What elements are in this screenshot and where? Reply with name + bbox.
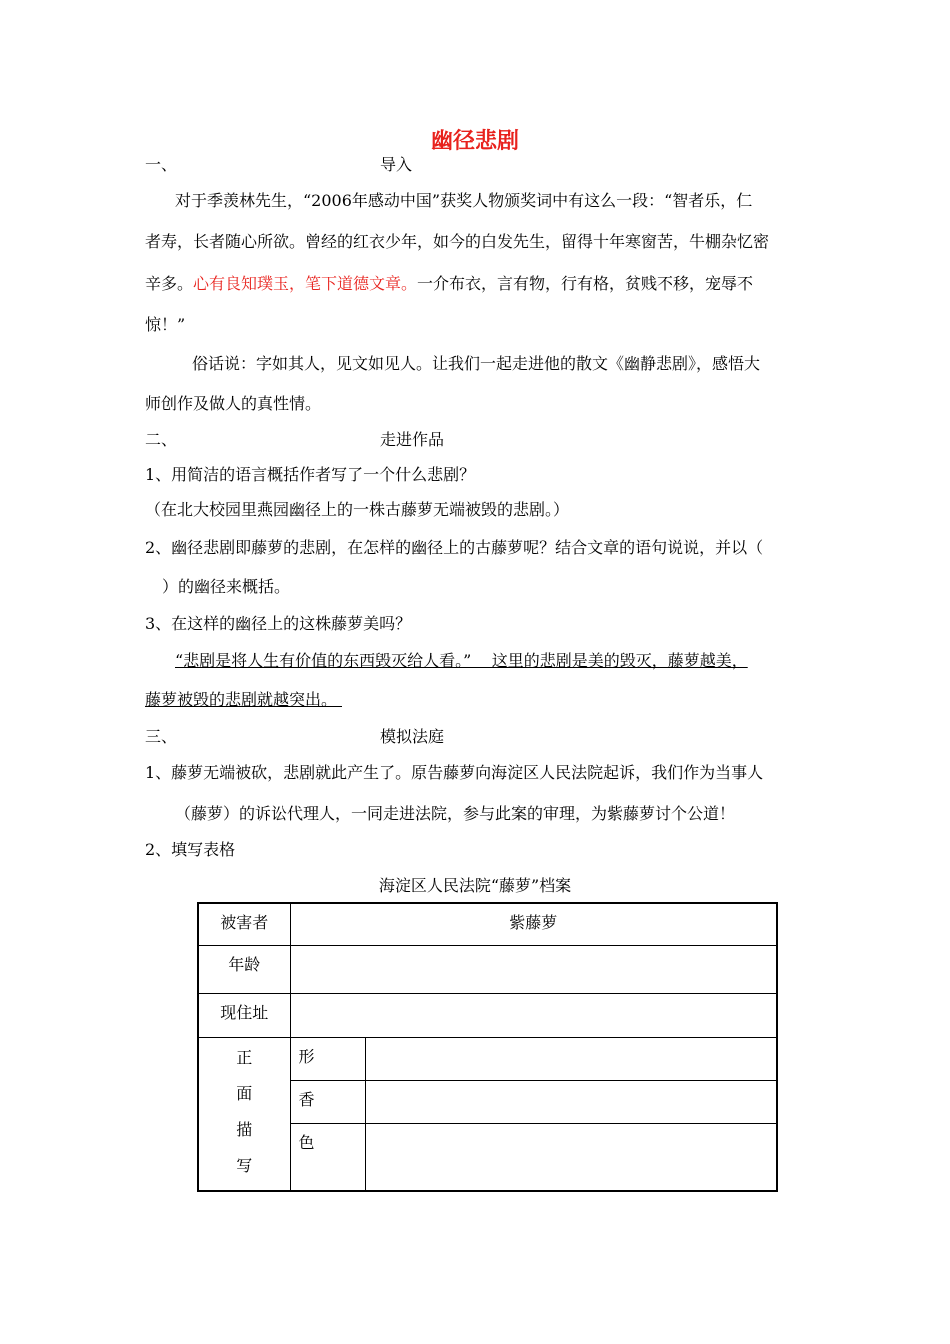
front-description-label [198, 1037, 290, 1191]
section3-number: 三、 [145, 727, 178, 746]
address-value-cell[interactable] [290, 993, 777, 1037]
desc-char-1: 正 [236, 1047, 253, 1067]
section3-heading: 模拟法庭 [380, 727, 445, 746]
section1-number: 一、 [145, 155, 178, 174]
age-value-cell[interactable] [290, 945, 777, 993]
desc-char-4: 写 [236, 1155, 253, 1175]
answer3-underline-extension [252, 706, 342, 707]
question2-line1: 2、幽径悲剧即藤萝的悲剧，在怎样的幽径上的古藤萝呢？结合文章的语句说说，并以（ [145, 538, 764, 557]
court-line2: （藤萝）的诉讼代理人，一同走进法院，参与此案的审理，为紫藤萝讨个公道！ [175, 804, 736, 823]
intro-line4: 惊！” [145, 315, 186, 334]
color-label: 色 [290, 1123, 365, 1191]
page-title: 幽径悲剧 [430, 129, 519, 154]
section2-heading: 走进作品 [380, 430, 445, 449]
section1-heading: 导入 [380, 155, 413, 174]
intro-line3 [145, 271, 753, 294]
intro-line2: 者寿，长者随心所欲。曾经的红衣少年，如今的白发先生，留得十年寒窗苦，牛棚杂忆密 [145, 232, 770, 251]
victim-value: 紫藤萝 [290, 903, 777, 945]
saying-line1: 俗话说：字如其人，见文如见人。让我们一起走进他的散文《幽静悲剧》，感悟大 [192, 354, 761, 373]
table-caption: 海淀区人民法院“藤萝”档案 [378, 876, 572, 895]
question1: 1、用简洁的语言概括作者写了一个什么悲剧？ [145, 465, 476, 484]
fragrance-label: 香 [290, 1080, 365, 1123]
desc-char-2: 面 [236, 1083, 253, 1103]
color-value-cell[interactable] [365, 1123, 777, 1191]
victim-label: 被害者 [198, 903, 290, 945]
shape-label: 形 [290, 1037, 365, 1080]
shape-value-cell[interactable] [365, 1037, 777, 1080]
archive-table [197, 902, 778, 1192]
section2-number: 二、 [145, 430, 178, 449]
desc-char-3: 描 [236, 1119, 253, 1139]
fill-instruction: 2、填写表格 [145, 840, 236, 859]
intro-line3-post: 一介布衣，言有物，行有格，贫贱不移，宠辱不 [417, 274, 754, 293]
court-line1: 1、藤萝无端被砍，悲剧就此产生了。原告藤萝向海淀区人民法院起诉，我们作为当事人 [145, 763, 764, 782]
question2-line2: ）的幽径来概括。 [162, 577, 291, 596]
intro-line1: 对于季羡林先生，“2006年感动中国”获奖人物颁奖词中有这么一段：“智者乐，仁 [175, 191, 753, 210]
age-label: 年龄 [198, 945, 290, 993]
answer3-line2: 藤萝被毁的悲剧就越突出。 [145, 690, 338, 709]
address-label: 现住址 [198, 993, 290, 1037]
fragrance-value-cell[interactable] [365, 1080, 777, 1123]
question3: 3、在这样的幽径上的这株藤萝美吗？ [145, 614, 412, 633]
answer1: （在北大校园里燕园幽径上的一株古藤萝无端被毁的悲剧。） [145, 500, 570, 519]
answer3-line1: “悲剧是将人生有价值的东西毁灭给人看。” 这里的悲剧是美的毁灭，藤萝越美， [175, 651, 748, 670]
intro-line3-pre: 辛多。 [145, 274, 194, 293]
saying-line2: 师创作及做人的真性情。 [145, 394, 322, 413]
intro-highlight: 心有良知璞玉，笔下道德文章。 [193, 274, 418, 293]
